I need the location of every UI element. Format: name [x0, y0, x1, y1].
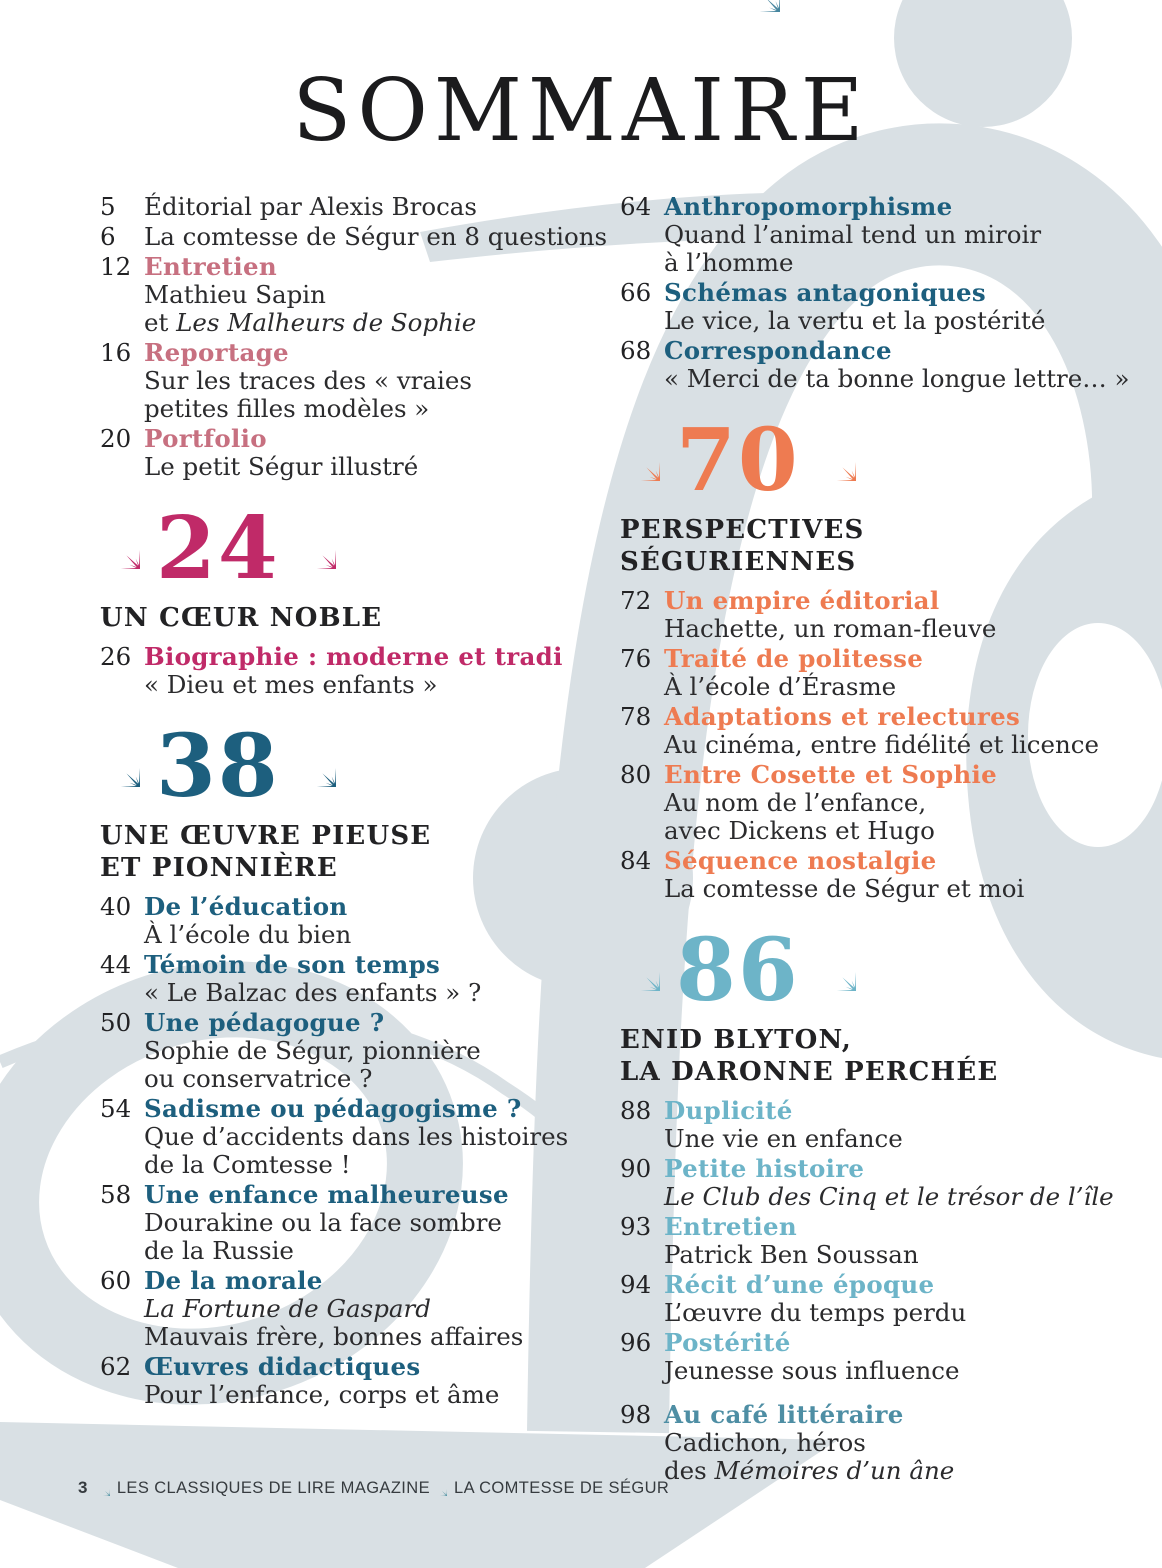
entry-line — [144, 979, 568, 1007]
entry-category-label: Une enfance malheureuse — [144, 1180, 509, 1210]
entry-category-label: Anthropomorphisme — [664, 191, 953, 221]
entry-page-number: 58 — [100, 1180, 132, 1210]
entry-text — [144, 1267, 568, 1351]
entry-category-label: Schémas antagoniques — [664, 277, 986, 307]
entry-line — [144, 395, 568, 423]
entry-line — [144, 309, 568, 337]
toc-entry — [100, 951, 568, 1007]
entry-line — [144, 671, 568, 699]
section-block — [100, 497, 568, 635]
section-heading: PERSPECTIVES SÉGURIENNES — [620, 514, 865, 577]
entry-line-text: Cadichon, héros — [664, 1428, 866, 1457]
entry-category-label: Biographie : moderne et tradi — [144, 641, 563, 671]
snowflake-icon — [738, 0, 780, 12]
toc-entry — [100, 1009, 568, 1093]
entry-page-number: 5 — [100, 191, 116, 221]
entry-text — [664, 1329, 1120, 1385]
toc-entry — [100, 339, 568, 423]
entry-text — [144, 951, 568, 1007]
entry-line-text: Mathieu Sapin — [144, 279, 326, 309]
entry-page-number: 66 — [620, 277, 652, 307]
snowflake-burst-icon — [100, 747, 140, 787]
toc-entry — [620, 193, 1120, 277]
entry-text — [144, 1353, 568, 1409]
toc-entry — [100, 193, 568, 221]
entry-category-label: Traité de politesse — [664, 643, 924, 673]
entry-text — [664, 1213, 1120, 1269]
section-number-row — [620, 409, 1120, 511]
entry-line-italic-text: Le Club des Cinq et le trésor de l’île — [664, 1182, 1114, 1211]
entry-page-number: 98 — [620, 1400, 652, 1429]
entry-page-number: 60 — [100, 1266, 132, 1296]
entry-line — [144, 193, 568, 221]
toc-entry — [100, 643, 568, 699]
entry-line-text: Hachette, un roman-fleuve — [664, 613, 997, 643]
toc-entry — [620, 645, 1120, 701]
entry-text — [664, 587, 1120, 643]
entry-line — [664, 1457, 1120, 1485]
entry-text — [664, 1155, 1120, 1211]
entry-page-number: 12 — [100, 251, 132, 281]
entry-line — [144, 1381, 568, 1409]
entry-line — [664, 1299, 1120, 1327]
entry-line-text: Sur les traces des « vraies — [144, 365, 472, 395]
snowflake-burst-icon — [100, 529, 140, 569]
entry-line-text: « Merci de ta bonne longue lettre… » — [664, 363, 1130, 393]
toc-entry — [620, 335, 1130, 393]
entry-line-text: Le petit Ségur illustré — [144, 451, 419, 481]
toc-entry — [100, 253, 568, 337]
entry-line — [664, 615, 1120, 643]
entry-category-label: Correspondance — [664, 335, 892, 365]
entry-line — [664, 307, 1120, 335]
toc-entry — [620, 761, 1120, 845]
entry-page-number: 16 — [100, 337, 132, 367]
entry-line-text: « Dieu et mes enfants » — [144, 669, 438, 699]
entry-page-number: 64 — [620, 191, 652, 221]
entry-line — [144, 1237, 568, 1265]
toc-entry — [100, 425, 568, 481]
entry-category-label: Témoin de son temps — [144, 950, 441, 980]
entry-page-number: 90 — [620, 1154, 652, 1183]
entry-line-italic-text: Les Malheurs de Sophie — [176, 307, 477, 337]
page-title: SOMMAIRE — [292, 61, 870, 161]
entry-line — [664, 673, 1120, 701]
entry-line — [664, 221, 1120, 249]
entry-line-text: à l’homme — [664, 247, 794, 277]
entry-line — [664, 875, 1120, 903]
toc-entry — [100, 1095, 568, 1179]
entry-text — [664, 1271, 1120, 1327]
entry-line-text: Au nom de l’enfance, — [664, 787, 927, 817]
section-page-number: 38 — [156, 715, 280, 817]
entry-line-text: L’œuvre du temps perdu — [664, 1298, 967, 1327]
entry-text — [144, 1095, 568, 1179]
entry-line — [664, 817, 1120, 845]
entry-line-text: Quand l’animal tend un miroir — [664, 219, 1042, 249]
entry-line — [144, 221, 608, 251]
section-heading: ENID BLYTON, LA DARONNE PERCHÉE — [620, 1025, 999, 1088]
entry-line — [144, 1037, 568, 1065]
entry-category-label: Une pédagogue ? — [144, 1008, 385, 1038]
entry-line-text: de la Comtesse ! — [144, 1150, 351, 1180]
entry-line — [144, 921, 568, 949]
section-page-number: 24 — [156, 497, 280, 599]
entry-line-text: des — [664, 1456, 715, 1485]
entry-line-text: Une vie en enfance — [664, 1124, 903, 1153]
section-block — [100, 715, 568, 885]
toc-columns — [0, 193, 1162, 1487]
snowflake-burst-icon — [296, 747, 336, 787]
entry-category-label: Postérité — [664, 1328, 791, 1357]
toc-entry — [100, 1353, 568, 1409]
toc-column-left — [100, 191, 608, 1411]
entry-category-label: Récit d’une époque — [664, 1270, 935, 1299]
entry-line-text: Que d’accidents dans les histoires — [144, 1122, 569, 1152]
entry-line-text: ou conservatrice ? — [144, 1064, 373, 1094]
entry-text — [664, 1097, 1120, 1153]
entry-text — [664, 1401, 1120, 1485]
entry-page-number: 96 — [620, 1328, 652, 1357]
entry-line — [664, 1357, 1120, 1385]
title-block — [0, 0, 1162, 159]
entry-category-label: Entretien — [664, 1212, 798, 1241]
entry-category-label: Un empire éditorial — [664, 585, 940, 615]
entry-text — [144, 1009, 568, 1093]
section-heading: UNE ŒUVRE PIEUSE ET PIONNIÈRE — [100, 821, 432, 884]
entry-category-label: Entretien — [144, 251, 278, 281]
entry-line-text: et — [144, 307, 177, 337]
entry-category-label: Adaptations et relectures — [664, 701, 1021, 731]
entry-line-italic-text: La Fortune de Gaspard — [144, 1294, 431, 1324]
snowflake-icon — [95, 1481, 110, 1496]
entry-line — [664, 363, 1130, 393]
entry-text — [664, 847, 1120, 903]
entry-line-text: Jeunesse sous influence — [664, 1356, 960, 1385]
section-block — [620, 409, 1120, 579]
toc-entry — [100, 221, 608, 251]
toc-entry — [100, 1181, 568, 1265]
entry-category-label: Sadisme ou pédagogisme ? — [144, 1094, 522, 1124]
entry-line — [144, 453, 568, 481]
toc-entry — [620, 1271, 1120, 1327]
entry-line-text: de la Russie — [144, 1236, 294, 1266]
entry-line — [664, 1125, 1120, 1153]
entry-text — [664, 193, 1120, 277]
footer-page-number: 3 — [78, 1478, 88, 1497]
entry-line-text: Mauvais frère, bonnes affaires — [144, 1322, 524, 1352]
footer-issue-name: LA COMTESSE DE SÉGUR — [454, 1478, 670, 1497]
section-number-row — [620, 919, 1120, 1021]
entry-line-text: avec Dickens et Hugo — [664, 815, 935, 845]
entry-line-italic-text: Mémoires d’un âne — [714, 1456, 955, 1485]
section-page-number: 70 — [676, 409, 800, 511]
entry-category-label: Petite histoire — [664, 1154, 865, 1183]
snowflake-icon — [432, 1481, 447, 1496]
entry-line-text: La comtesse de Ségur en 8 questions — [144, 221, 608, 251]
entry-page-number: 84 — [620, 845, 652, 875]
section-heading: UN CŒUR NOBLE — [100, 602, 383, 633]
entry-text — [144, 1181, 568, 1265]
entry-line-text: Éditorial par Alexis Brocas — [144, 191, 477, 221]
entry-category-label: De la morale — [144, 1266, 323, 1296]
entry-line-text: Le vice, la vertu et la postérité — [664, 305, 1046, 335]
entry-page-number: 80 — [620, 759, 652, 789]
entry-line-text: petites filles modèles » — [144, 393, 430, 423]
entry-line-text: À l’école du bien — [144, 920, 352, 950]
entry-line-text: Dourakine ou la face sombre — [144, 1208, 502, 1238]
toc-entry-group — [620, 191, 1130, 393]
toc-entry — [620, 703, 1120, 759]
section-block — [620, 919, 1120, 1089]
toc-entry-group — [100, 893, 568, 1409]
entry-category-label: Entre Cosette et Sophie — [664, 759, 998, 789]
entry-category-label: Séquence nostalgie — [664, 845, 937, 875]
toc-entry — [620, 1097, 1120, 1153]
entry-text — [144, 893, 568, 949]
entry-text — [664, 761, 1120, 845]
entry-line — [144, 1295, 568, 1323]
entry-line — [664, 1241, 1120, 1269]
entry-text — [144, 425, 568, 481]
entry-line — [144, 1151, 568, 1179]
entry-page-number: 62 — [100, 1352, 132, 1382]
entry-line-text: Pour l’enfance, corps et âme — [144, 1380, 500, 1410]
entry-category-label: Œuvres didactiques — [144, 1352, 421, 1382]
entry-line — [144, 1323, 568, 1351]
toc-entry-group — [620, 587, 1120, 903]
entry-page-number: 72 — [620, 585, 652, 615]
snowflake-burst-icon — [620, 951, 660, 991]
entry-text — [664, 279, 1120, 335]
toc-entry — [620, 1401, 1120, 1485]
entry-text — [664, 703, 1120, 759]
entry-text — [144, 253, 568, 337]
entry-line-text: Patrick Ben Soussan — [664, 1240, 919, 1269]
entry-line — [664, 1183, 1120, 1211]
footer-magazine-name: LES CLASSIQUES DE LIRE MAGAZINE — [116, 1478, 431, 1497]
entry-line-text: Sophie de Ségur, pionnière — [144, 1036, 481, 1066]
entry-category-label: De l’éducation — [144, 892, 348, 922]
snowflake-burst-icon — [816, 951, 856, 991]
entry-page-number: 93 — [620, 1212, 652, 1241]
snowflake-burst-icon — [620, 441, 660, 481]
snowflake-burst-icon — [816, 441, 856, 481]
entry-line — [144, 1209, 568, 1237]
toc-entry — [620, 1155, 1120, 1211]
entry-line — [144, 1123, 568, 1151]
entry-page-number: 44 — [100, 950, 132, 980]
section-number-row — [100, 497, 568, 599]
toc-entry — [620, 279, 1120, 335]
section-page-number: 86 — [676, 919, 800, 1021]
entry-line-text: « Le Balzac des enfants » ? — [144, 978, 482, 1008]
entry-category-label: Au café littéraire — [664, 1400, 904, 1429]
entry-text — [664, 335, 1130, 393]
toc-column-right — [620, 191, 1130, 1487]
entry-line — [144, 367, 568, 395]
toc-entry-group — [100, 191, 608, 481]
toc-entry — [620, 1329, 1120, 1385]
entry-page-number: 20 — [100, 423, 132, 453]
entry-line-text: Au cinéma, entre fidélité et licence — [664, 729, 1099, 759]
entry-line-text: La comtesse de Ségur et moi — [664, 873, 1025, 903]
entry-text — [144, 193, 568, 221]
snowflake-burst-icon — [296, 529, 336, 569]
entry-page-number: 54 — [100, 1094, 132, 1124]
entry-line — [664, 789, 1120, 817]
entry-page-number: 68 — [620, 335, 652, 365]
entry-text — [664, 645, 1120, 701]
toc-entry — [100, 1267, 568, 1351]
entry-line — [664, 249, 1120, 277]
entry-category-label: Portfolio — [144, 423, 267, 453]
entry-page-number: 40 — [100, 892, 132, 922]
toc-entry — [620, 847, 1120, 903]
entry-page-number: 50 — [100, 1008, 132, 1038]
page-footer — [78, 1478, 669, 1498]
entry-text — [144, 339, 568, 423]
entry-line — [144, 281, 568, 309]
entry-page-number: 94 — [620, 1270, 652, 1299]
section-number-row — [100, 715, 568, 817]
entry-category-label: Duplicité — [664, 1096, 793, 1125]
entry-text — [144, 643, 568, 699]
toc-entry — [620, 587, 1120, 643]
toc-entry-group — [100, 643, 568, 699]
entry-line — [664, 1429, 1120, 1457]
entry-line — [144, 1065, 568, 1093]
entry-page-number: 78 — [620, 701, 652, 731]
entry-page-number: 76 — [620, 643, 652, 673]
toc-entry — [100, 893, 568, 949]
entry-category-label: Reportage — [144, 337, 289, 367]
entry-text — [144, 221, 608, 251]
toc-entry — [620, 1213, 1120, 1269]
entry-line — [664, 731, 1120, 759]
toc-entry-group — [620, 1097, 1120, 1485]
entry-page-number: 88 — [620, 1096, 652, 1125]
entry-page-number: 26 — [100, 641, 132, 671]
entry-line-text: À l’école d’Érasme — [664, 671, 897, 701]
entry-page-number: 6 — [100, 221, 116, 251]
